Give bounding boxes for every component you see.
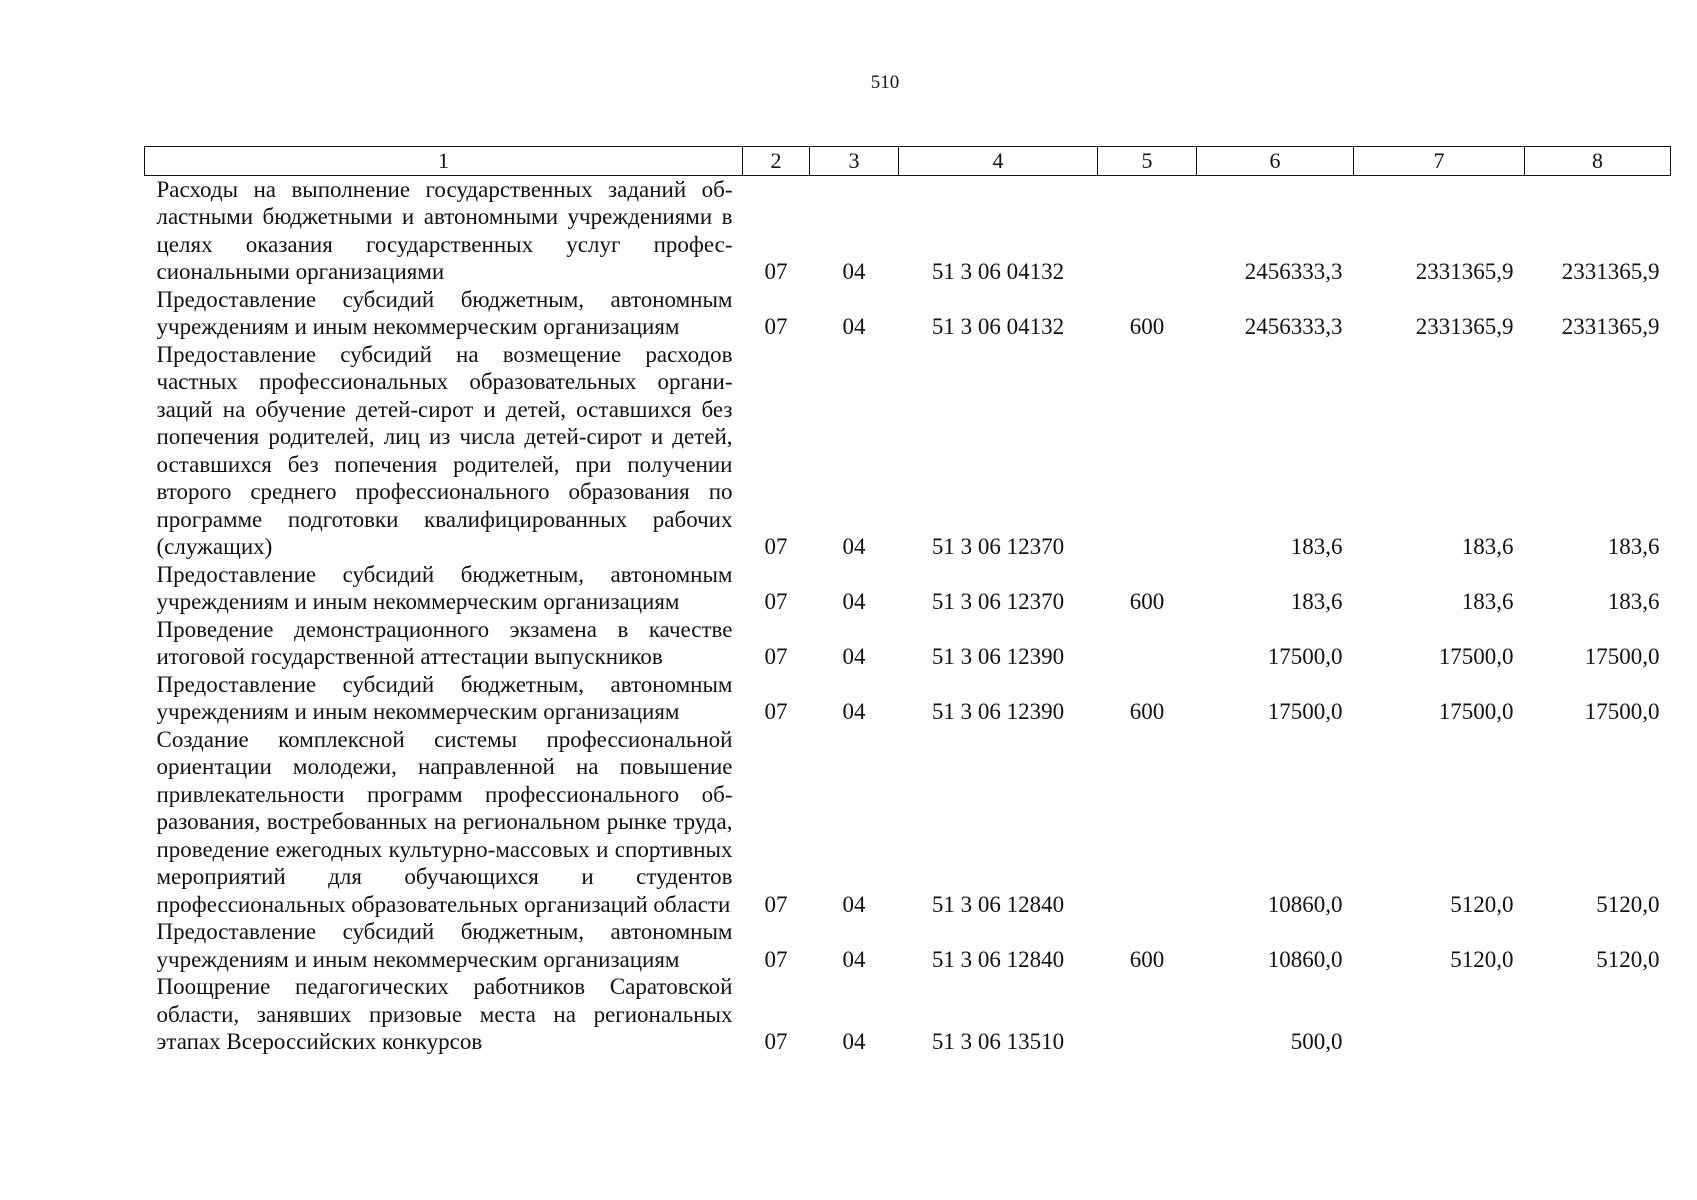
budget-table — [144, 146, 1671, 1056]
subsection-code-cell: 04 — [842, 891, 866, 917]
amount-year2-cell: 17500,0 — [1438, 644, 1514, 669]
amount-year3-cell — [1525, 973, 1671, 1056]
column-number-row — [145, 147, 1671, 176]
target-article-cell: 51 3 06 12370 — [931, 534, 1065, 559]
amount-year2-cell: 183,6 — [1461, 589, 1514, 614]
column-header-7: 7 — [1354, 147, 1525, 176]
row-name-cell: Поощрение педагогических работников Саратовской области, занявших призовые места на региональных этапах Всероссийских конкурсов — [156, 974, 733, 1054]
expense-type-cell — [1098, 175, 1197, 286]
amount-year3-cell: 183,6 — [1607, 589, 1660, 614]
subsection-code-cell: 04 — [842, 699, 866, 724]
table-body — [145, 175, 1671, 1056]
row-name-cell: Предоставление субсидий бюджетным, автономным учреждениям и иным некоммерческим организациям — [156, 561, 733, 614]
amount-year3-cell: 5120,0 — [1596, 891, 1660, 917]
table-row — [145, 341, 1671, 561]
expense-type-cell — [1098, 616, 1197, 671]
amount-year2-cell: 183,6 — [1461, 534, 1514, 559]
target-article-cell: 51 3 06 12370 — [931, 589, 1065, 614]
amount-year2-cell: 17500,0 — [1438, 699, 1514, 724]
amount-year3-cell: 17500,0 — [1584, 699, 1660, 724]
amount-year2-cell: 5120,0 — [1450, 946, 1514, 972]
row-name-cell: Предоставление субсидий на возмещение расходов частных профессиональных образовательных организаций на обучение детей-сирот и детей, оставшихся без попечения родителей, лиц из числа детей-сирот и детей, оставшихся без попечения родителей, при получении второго среднего профессионального образования по программе подготовки квалифицированных рабочих (служащих) — [156, 341, 733, 559]
section-code-cell: 07 — [764, 699, 788, 724]
target-article-cell: 51 3 06 04132 — [931, 314, 1065, 339]
amount-year1-cell: 2456333,3 — [1244, 259, 1343, 284]
subsection-code-cell: 04 — [842, 589, 866, 614]
section-code-cell: 07 — [764, 891, 788, 917]
column-header-4: 4 — [899, 147, 1098, 176]
table-row — [145, 973, 1671, 1056]
expense-type-cell: 600 — [1129, 699, 1165, 724]
column-header-8: 8 — [1525, 147, 1671, 176]
subsection-code-cell: 04 — [842, 946, 866, 972]
row-name-cell: Предоставление субсидий бюджетным, автономным учреждениям и иным некоммерческим организациям — [156, 671, 733, 724]
section-code-cell: 07 — [764, 1029, 788, 1054]
column-header-5: 5 — [1098, 147, 1197, 176]
table-row — [145, 671, 1671, 726]
target-article-cell: 51 3 06 13510 — [931, 1029, 1065, 1054]
amount-year1-cell: 500,0 — [1290, 1029, 1343, 1054]
target-article-cell: 51 3 06 04132 — [931, 259, 1065, 284]
amount-year1-cell: 17500,0 — [1267, 699, 1343, 724]
amount-year1-cell: 10860,0 — [1267, 946, 1343, 972]
table-row — [145, 286, 1671, 341]
amount-year1-cell: 183,6 — [1290, 534, 1343, 559]
subsection-code-cell: 04 — [842, 534, 866, 559]
table-row — [145, 616, 1671, 671]
column-header-3: 3 — [810, 147, 899, 176]
amount-year2-cell: 5120,0 — [1450, 891, 1514, 917]
column-header-1: 1 — [145, 147, 743, 176]
expense-type-cell — [1098, 973, 1197, 1056]
amount-year2-cell: 2331365,9 — [1415, 314, 1514, 339]
section-code-cell: 07 — [764, 644, 788, 669]
row-name-cell: Создание комплексной системы профессиональной ориентации молодежи, направленной на повышение привлекательности программ профессионального образования, востребованных на региональном рынке труда, проведение ежегодных культурно-массовых и спортивных мероприятий для обучающихся и студентов профессиональных образовательных организаций области — [156, 726, 733, 917]
subsection-code-cell: 04 — [842, 314, 866, 339]
target-article-cell: 51 3 06 12840 — [931, 946, 1065, 972]
expense-type-cell — [1098, 341, 1197, 561]
amount-year2-cell — [1354, 973, 1525, 1056]
amount-year3-cell: 5120,0 — [1596, 946, 1660, 972]
row-name-cell: Проведение демонстрационного экзамена в качестве итоговой государственной аттестации выпускников — [156, 616, 733, 669]
expense-type-cell — [1098, 726, 1197, 919]
amount-year1-cell: 17500,0 — [1267, 644, 1343, 669]
section-code-cell: 07 — [764, 589, 788, 614]
table-row — [145, 175, 1671, 286]
amount-year1-cell: 10860,0 — [1267, 891, 1343, 917]
expense-type-cell: 600 — [1129, 589, 1165, 614]
amount-year3-cell: 2331365,9 — [1561, 259, 1660, 284]
section-code-cell: 07 — [764, 314, 788, 339]
page-number: 510 — [870, 72, 900, 93]
amount-year2-cell: 2331365,9 — [1415, 259, 1514, 284]
section-code-cell: 07 — [764, 259, 788, 284]
expense-type-cell: 600 — [1129, 946, 1165, 972]
table-row — [145, 561, 1671, 616]
row-name-cell: Предоставление субсидий бюджетным, автономным учреждениям и иным некоммерческим организациям — [156, 286, 733, 339]
row-name-cell: Предоставление субсидий бюджетным, автономным учреждениям и иным некоммерческим организациям — [156, 919, 733, 972]
expense-type-cell: 600 — [1129, 314, 1165, 339]
amount-year1-cell: 183,6 — [1290, 589, 1343, 614]
target-article-cell: 51 3 06 12390 — [931, 644, 1065, 669]
amount-year3-cell: 17500,0 — [1584, 644, 1660, 669]
subsection-code-cell: 04 — [842, 644, 866, 669]
section-code-cell: 07 — [764, 946, 788, 972]
amount-year1-cell: 2456333,3 — [1244, 314, 1343, 339]
amount-year3-cell: 183,6 — [1607, 534, 1660, 559]
target-article-cell: 51 3 06 12840 — [931, 891, 1065, 917]
column-header-2: 2 — [743, 147, 810, 176]
subsection-code-cell: 04 — [842, 259, 866, 284]
target-article-cell: 51 3 06 12390 — [931, 699, 1065, 724]
section-code-cell: 07 — [764, 534, 788, 559]
table-row — [145, 918, 1671, 973]
subsection-code-cell: 04 — [842, 1029, 866, 1054]
column-header-6: 6 — [1197, 147, 1354, 176]
table-row — [145, 726, 1671, 919]
amount-year3-cell: 2331365,9 — [1561, 314, 1660, 339]
row-name-cell: Расходы на выполнение государственных заданий областными бюджетными и автономными учреждениями в целях оказания государственных услуг профессиональными организациями — [156, 176, 733, 284]
